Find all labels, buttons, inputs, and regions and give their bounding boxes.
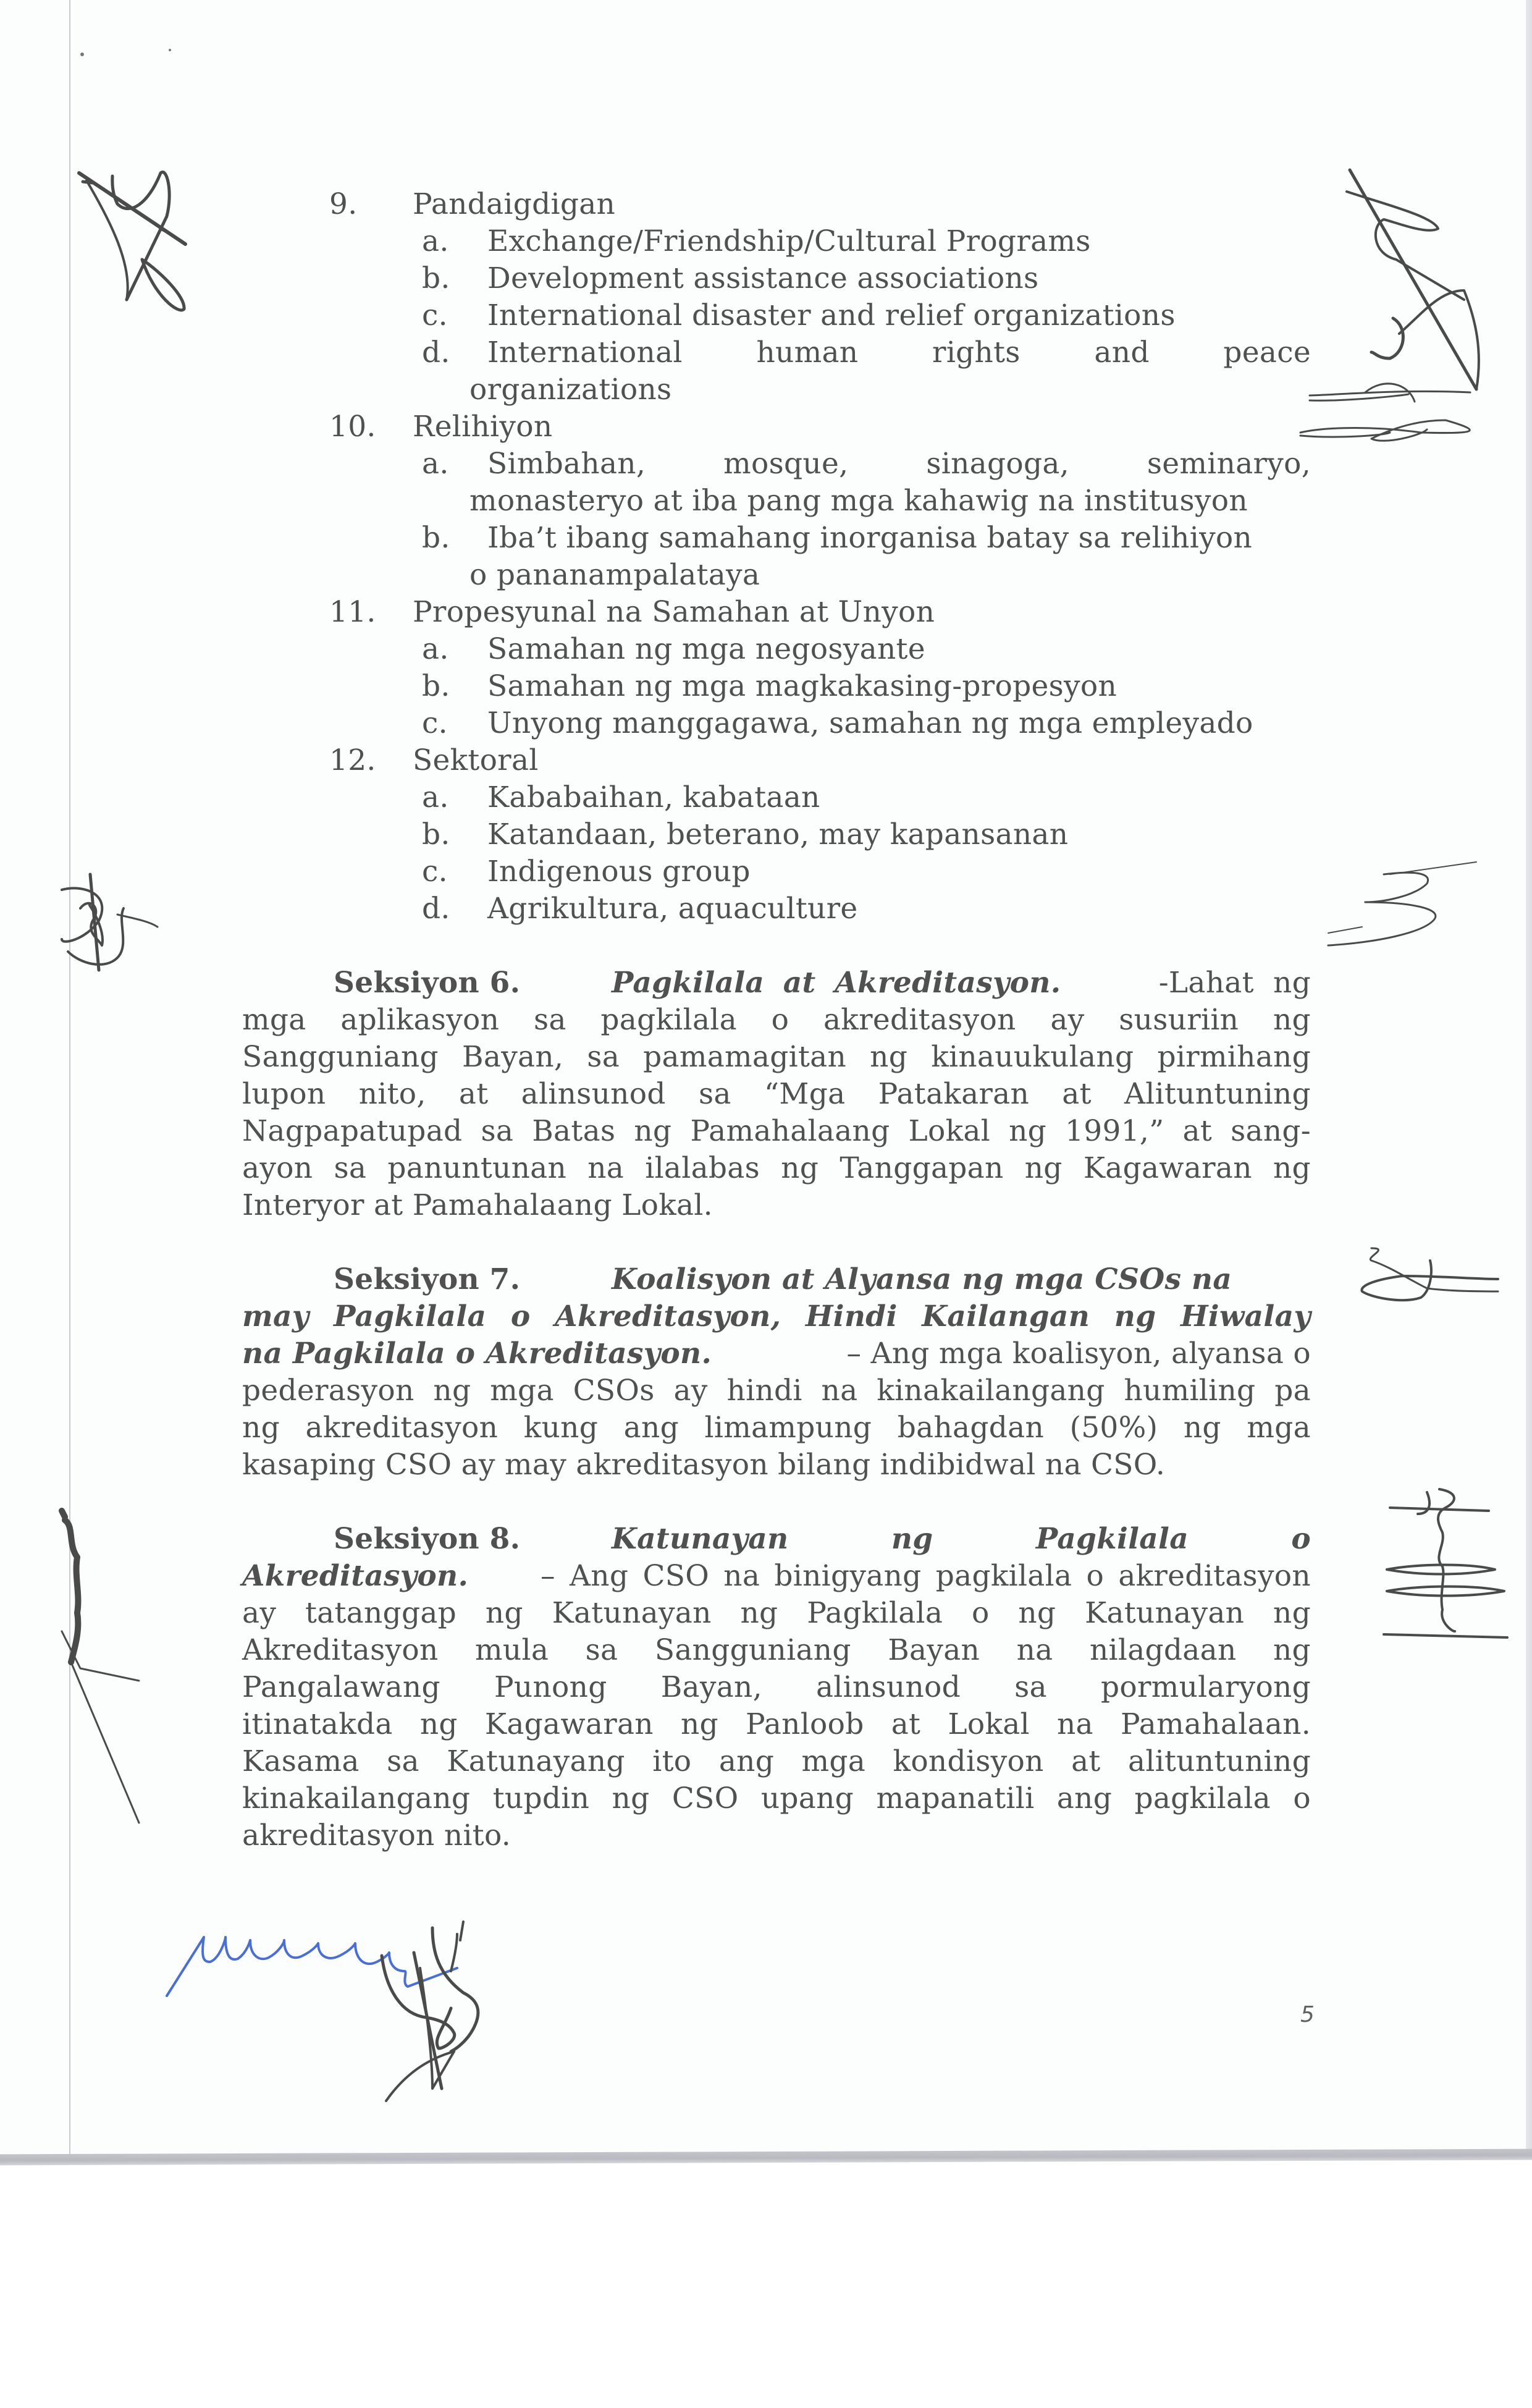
- word: Kagawaran: [484, 1707, 654, 1741]
- word: Lokal: [948, 1707, 1030, 1741]
- word: ang: [1056, 1781, 1113, 1815]
- section-text-justified: [242, 1707, 1311, 1741]
- word: Nagpapatupad: [242, 1114, 463, 1148]
- signature-initial-bottom: [383, 1916, 463, 2101]
- sub-item-letter: c.: [422, 855, 448, 889]
- sub-item-text: organizations: [469, 373, 672, 407]
- word: human: [756, 336, 859, 370]
- word: na: [587, 1151, 625, 1185]
- word: Ang: [570, 1559, 629, 1593]
- scan-margin-line: [69, 0, 70, 2161]
- list-number: 12.: [329, 743, 376, 777]
- word: pirmihang: [1157, 1040, 1311, 1074]
- list-number: 9.: [329, 187, 358, 221]
- scan-right-edge: [1526, 0, 1532, 2157]
- word: susuriin: [1119, 1003, 1239, 1037]
- section-heading: na Pagkilala o Akreditasyon.: [242, 1337, 712, 1371]
- section-text-justified: [242, 1374, 1311, 1408]
- word: Bayan,: [462, 1040, 564, 1074]
- scan-speck: [80, 53, 84, 56]
- word: ng: [419, 1707, 458, 1741]
- word: ng: [680, 1707, 718, 1741]
- word: Alituntuning: [1124, 1077, 1311, 1111]
- word: sang-: [1231, 1114, 1311, 1148]
- word: alinsunod: [815, 1670, 961, 1704]
- sub-item-text: Development assistance associations: [487, 261, 1039, 295]
- signature-initial-left-1: [74, 167, 198, 309]
- word: at: [458, 1077, 489, 1111]
- sub-item-letter: a.: [422, 447, 449, 481]
- signature-initial-right-2: [1297, 377, 1483, 488]
- signature-initial-left-3: [62, 1508, 161, 1675]
- word: CSO: [671, 1781, 739, 1815]
- word: sa: [585, 1633, 618, 1667]
- list-title: Relihiyon: [413, 410, 553, 444]
- sub-item-text: monasteryo at iba pang mga kahawig na institusyon: [469, 484, 1248, 518]
- list-title: Propesyunal na Samahan at Unyon: [413, 595, 935, 629]
- section-text: – Ang mga koalisyon, alyansa o: [846, 1337, 1311, 1371]
- word: bahagdan: [897, 1411, 1045, 1445]
- scan-speck: [169, 49, 171, 51]
- word: Katunayang: [447, 1744, 625, 1778]
- word: mga: [1247, 1411, 1311, 1445]
- word: at: [891, 1707, 921, 1741]
- word: kondisyon: [893, 1744, 1044, 1778]
- word: peace: [1223, 336, 1311, 370]
- word: at: [1182, 1114, 1213, 1148]
- word: na: [723, 1559, 760, 1593]
- word: ng: [1024, 1151, 1063, 1185]
- sub-item-text: Iba’t ibang samahang inorganisa batay sa relihiyon: [487, 521, 1253, 555]
- section-text-justified: [242, 1040, 1311, 1074]
- word: panuntunan: [387, 1151, 567, 1185]
- word: akreditasyon: [305, 1411, 499, 1445]
- word: Katunayan: [1085, 1596, 1245, 1630]
- word: may: [242, 1299, 309, 1333]
- section-text-justified: [242, 1633, 1311, 1667]
- word: rights: [932, 336, 1021, 370]
- word: Simbahan,: [487, 447, 646, 481]
- word: alituntuning: [1128, 1744, 1311, 1778]
- word: Pagkilala: [334, 1299, 487, 1333]
- word: ang: [718, 1744, 775, 1778]
- word: ng: [1114, 1299, 1156, 1333]
- section-text: Interyor at Pamahalaang Lokal.: [242, 1188, 713, 1222]
- word: hindi: [726, 1374, 802, 1408]
- word: Sangguniang: [654, 1633, 851, 1667]
- word: CSOs: [573, 1374, 655, 1408]
- word: ng: [1009, 1114, 1047, 1148]
- word: –: [541, 1559, 555, 1593]
- word: nilagdaan: [1089, 1633, 1237, 1667]
- section-label: Seksiyon 6.: [334, 966, 521, 1000]
- word: itinatakda: [242, 1707, 393, 1741]
- sub-item-text: International disaster and relief organizations: [487, 298, 1176, 332]
- word: at: [1071, 1744, 1101, 1778]
- sub-item-letter: b.: [422, 521, 450, 555]
- sub-item-text: Samahan ng mga negosyante: [487, 632, 925, 666]
- section-heading: Akreditasyon.: [242, 1559, 469, 1593]
- word: limampung: [704, 1411, 872, 1445]
- word: (50%): [1069, 1411, 1158, 1445]
- section-text: kasaping CSO ay may akreditasyon bilang indibidwal na CSO.: [242, 1448, 1166, 1482]
- section-label: Seksiyon 7.: [334, 1262, 521, 1296]
- word: Bayan: [888, 1633, 980, 1667]
- sub-item-letter: b.: [422, 669, 450, 703]
- section-label: Seksiyon 8.: [334, 1522, 521, 1556]
- sub-item-text-justified: [487, 336, 1311, 370]
- section-heading: Koalisyon at Alyansa ng mga CSOs na: [612, 1262, 1232, 1296]
- word: and: [1094, 336, 1150, 370]
- word: Batas: [532, 1114, 616, 1148]
- word: Tanggapan: [840, 1151, 1004, 1185]
- word: mula: [475, 1633, 549, 1667]
- word: ang: [623, 1411, 679, 1445]
- list-number: 10.: [329, 410, 376, 444]
- word: upang: [760, 1781, 854, 1815]
- sub-item-text: Indigenous group: [487, 855, 751, 889]
- word: na: [1016, 1633, 1053, 1667]
- word: o: [971, 1596, 990, 1630]
- word: humiling: [1124, 1374, 1256, 1408]
- word: ilalabas: [645, 1151, 760, 1185]
- section-text-justified: [242, 1079, 1311, 1109]
- word: ng: [634, 1114, 672, 1148]
- word: sa: [387, 1744, 419, 1778]
- word: ng: [1273, 1596, 1311, 1630]
- word: Katunayan: [552, 1596, 712, 1630]
- section-text-justified: [242, 1003, 1311, 1037]
- word: Pangalawang: [242, 1670, 440, 1704]
- word: mga: [801, 1744, 866, 1778]
- word: akreditasyon: [1118, 1559, 1311, 1593]
- word: ng: [870, 1040, 908, 1074]
- word: “Mga: [764, 1077, 846, 1111]
- signature-initial-left-2: [62, 871, 173, 982]
- sub-item-letter: c.: [422, 298, 448, 332]
- word: Pamahalaan.: [1120, 1707, 1311, 1741]
- word: Akreditasyon,: [555, 1299, 781, 1333]
- word: 1991,”: [1065, 1114, 1164, 1148]
- word: o: [771, 1003, 789, 1037]
- sub-item-letter: a.: [422, 632, 449, 666]
- word: ayon: [242, 1151, 313, 1185]
- section-text-justified: [242, 1114, 1311, 1148]
- list-title: Sektoral: [413, 743, 539, 777]
- section-heading-justified: [612, 1522, 1311, 1556]
- word: seminaryo,: [1147, 447, 1311, 481]
- section-text-justified: [242, 1781, 1311, 1815]
- section-text-justified: [242, 1151, 1311, 1185]
- sub-item-letter: c.: [422, 706, 448, 740]
- section-text: -Lahat ng: [1158, 966, 1311, 1000]
- word: pagkilala: [600, 1003, 737, 1037]
- list-title: Pandaigdigan: [413, 187, 616, 221]
- sub-item-letter: a.: [422, 224, 449, 258]
- word: pa: [1274, 1374, 1311, 1408]
- word: pederasyon: [242, 1374, 415, 1408]
- word: Pagkilala: [1035, 1522, 1189, 1556]
- signature-initial-right-1: [1347, 167, 1470, 402]
- word: sa: [481, 1114, 514, 1148]
- sub-item-text: Samahan ng mga magkakasing-propesyon: [487, 669, 1117, 703]
- word: ng: [1273, 1633, 1311, 1667]
- word: at: [1062, 1077, 1092, 1111]
- word: aplikasyon: [340, 1003, 500, 1037]
- word: mga: [490, 1374, 554, 1408]
- sub-item-text-justified: [487, 447, 1311, 481]
- section-text-justified: [242, 1744, 1311, 1778]
- word: Hindi: [805, 1299, 898, 1333]
- sub-item-letter: b.: [422, 817, 450, 851]
- word: na: [821, 1374, 858, 1408]
- word: Pagkilala: [807, 1596, 943, 1630]
- word: sa: [698, 1077, 731, 1111]
- signature-initial-right-3: [1328, 859, 1489, 958]
- word: ng: [612, 1781, 650, 1815]
- word: Bayan,: [660, 1670, 762, 1704]
- word: ng: [1273, 1003, 1311, 1037]
- word: nito,: [358, 1077, 426, 1111]
- sub-item-text: Exchange/Friendship/Cultural Programs: [487, 224, 1091, 258]
- section-heading-justified: [242, 1299, 1311, 1333]
- word: o: [510, 1299, 531, 1333]
- section-text-justified: [242, 1411, 1311, 1445]
- word: binigyang: [774, 1559, 922, 1593]
- section-text: akreditasyon nito.: [242, 1819, 511, 1852]
- word: ng: [740, 1596, 778, 1630]
- sub-item-text: Agrikultura, aquaculture: [487, 892, 858, 926]
- word: Katunayan: [612, 1522, 789, 1556]
- word: pagkilala: [935, 1559, 1072, 1593]
- word: International: [487, 336, 683, 370]
- word: Kailangan: [922, 1299, 1090, 1333]
- word: sa: [334, 1151, 367, 1185]
- word: o: [1086, 1559, 1105, 1593]
- word: o: [1293, 1781, 1311, 1815]
- word: Kasama: [242, 1744, 360, 1778]
- word: mosque,: [723, 447, 849, 481]
- sub-item-text: Kababaihan, kabataan: [487, 780, 820, 814]
- word: pormularyong: [1100, 1670, 1311, 1704]
- word: tupdin: [492, 1781, 590, 1815]
- sub-item-letter: a.: [422, 780, 449, 814]
- word: ng: [1183, 1411, 1221, 1445]
- word: Panloob: [746, 1707, 864, 1741]
- word: ng: [485, 1596, 523, 1630]
- sub-item-text: o pananampalataya: [469, 558, 760, 592]
- word: ng: [1273, 1151, 1311, 1185]
- word: Kagawaran: [1083, 1151, 1252, 1185]
- word: ng: [891, 1522, 933, 1556]
- sub-item-letter: d.: [422, 892, 450, 926]
- word: Punong: [494, 1670, 607, 1704]
- word: o: [1291, 1522, 1311, 1556]
- list-number: 11.: [329, 595, 376, 629]
- word: ay: [673, 1374, 708, 1408]
- section-text-justified: [242, 1670, 1311, 1704]
- word: ay: [1050, 1003, 1085, 1037]
- word: pagkilala: [1134, 1781, 1271, 1815]
- word: akreditasyon: [823, 1003, 1016, 1037]
- word: kinakailangang: [877, 1374, 1105, 1408]
- word: sinagoga,: [926, 447, 1069, 481]
- word: lupon: [242, 1077, 326, 1111]
- word: Patakaran: [878, 1077, 1030, 1111]
- section-text-justified: [541, 1561, 1311, 1591]
- word: ng: [1018, 1596, 1056, 1630]
- sub-item-text: Katandaan, beterano, may kapansanan: [487, 817, 1069, 851]
- word: kinakailangang: [242, 1781, 471, 1815]
- sub-item-letter: d.: [422, 336, 450, 370]
- word: Akreditasyon: [242, 1633, 439, 1667]
- section-heading: Pagkilala at Akreditasyon.: [612, 966, 1061, 1000]
- word: sa: [1014, 1670, 1047, 1704]
- word: Lokal: [908, 1114, 991, 1148]
- word: mga: [242, 1003, 306, 1037]
- word: ito: [652, 1744, 692, 1778]
- word: kinauukulang: [931, 1040, 1134, 1074]
- word: na: [1056, 1707, 1093, 1741]
- section-text-justified: [242, 1596, 1311, 1630]
- word: CSO: [642, 1559, 710, 1593]
- word: mapanatili: [876, 1781, 1035, 1815]
- signature-initial-right-5: [1384, 1489, 1520, 1637]
- word: ay: [242, 1596, 277, 1630]
- sub-item-letter: b.: [422, 261, 450, 295]
- word: pamamagitan: [643, 1040, 847, 1074]
- word: ng: [433, 1374, 471, 1408]
- sub-item-text: Unyong manggagawa, samahan ng mga empleyado: [487, 706, 1253, 740]
- page-number: 5: [1300, 2002, 1315, 2027]
- word: ng: [242, 1411, 280, 1445]
- word: alinsunod: [521, 1077, 666, 1111]
- word: tatanggap: [305, 1596, 457, 1630]
- word: Hiwalay: [1181, 1299, 1311, 1333]
- word: ng: [781, 1151, 819, 1185]
- word: kung: [523, 1411, 599, 1445]
- word: sa: [587, 1040, 620, 1074]
- signature-initial-right-4: [1353, 1236, 1495, 1310]
- word: Sangguniang: [242, 1040, 439, 1074]
- word: sa: [533, 1003, 566, 1037]
- word: Pamahalaang: [690, 1114, 890, 1148]
